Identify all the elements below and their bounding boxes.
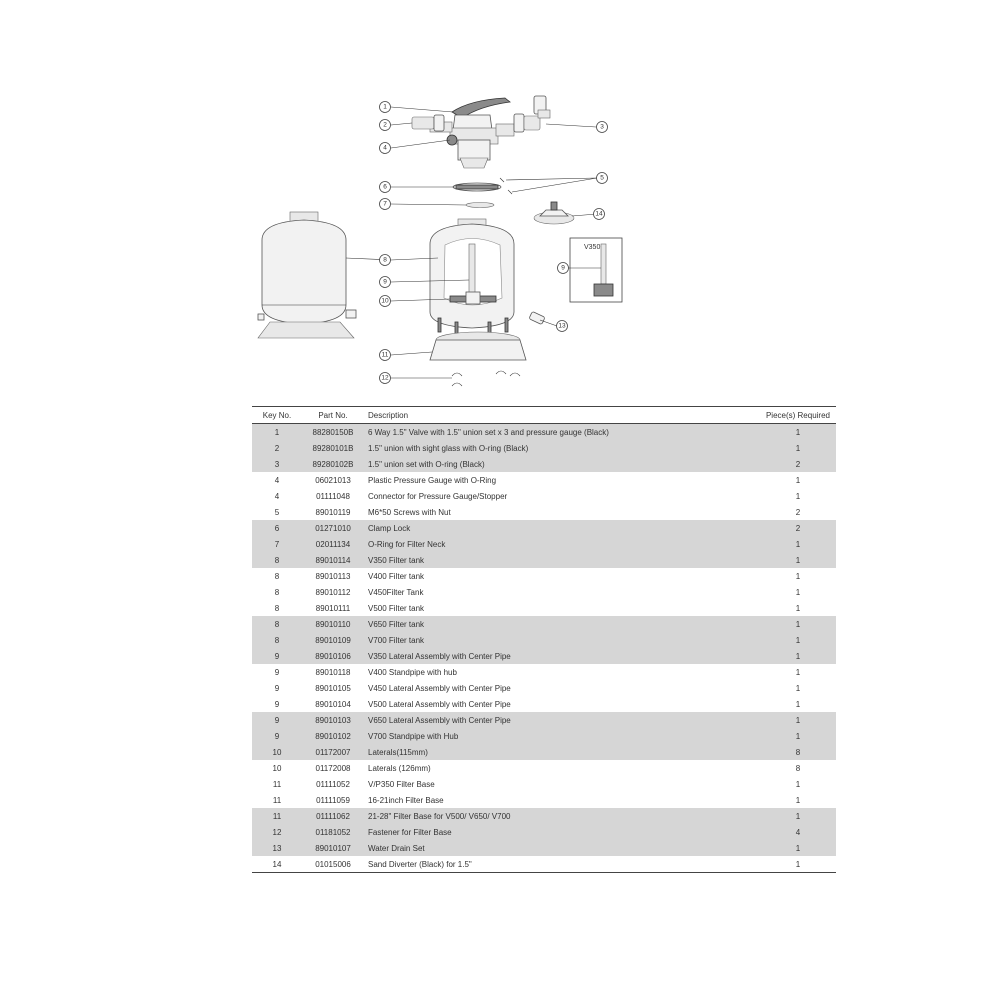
cell-pieces-required: 1: [740, 712, 836, 728]
cell-part-no: 89010113: [315, 571, 351, 581]
cell-description: O-Ring for Filter Neck: [364, 536, 740, 552]
header-pieces-required: Piece(s) Required: [740, 407, 836, 424]
table-row: [252, 568, 836, 584]
table-row: [252, 680, 836, 696]
cell-part-no: 89010109: [302, 632, 364, 648]
multiport-valve-drawing: [412, 96, 550, 168]
cell-pieces-required: 1: [795, 491, 801, 501]
cell-pieces-required: 1: [795, 779, 801, 789]
table-row: [252, 504, 836, 520]
screw-drawing: [500, 178, 504, 182]
cell-description: V400 Standpipe with hub: [368, 667, 457, 677]
cell-key-no: 11: [272, 795, 282, 805]
header-part-no: Part No.: [302, 407, 364, 424]
svg-text:14: 14: [595, 210, 603, 218]
cell-part-no: 89010107: [302, 840, 364, 856]
header-description: Description: [364, 407, 740, 424]
v350-inset: [570, 238, 622, 302]
cell-description: Connector for Pressure Gauge/Stopper: [368, 491, 508, 501]
cell-key-no: 8: [274, 587, 280, 597]
cell-part-no: 01111062: [302, 808, 364, 824]
cell-key-no: 8: [252, 616, 302, 632]
cell-part-no: 88280150B: [302, 424, 364, 441]
cell-description: 6 Way 1.5" Valve with 1.5" union set x 3 and pressure gauge (Black): [364, 424, 740, 441]
cell-key-no: 11: [252, 808, 302, 824]
table-row: [252, 424, 836, 441]
svg-text:5: 5: [600, 174, 604, 182]
table-row: [252, 744, 836, 760]
cell-key-no: 14: [252, 856, 302, 873]
cell-key-no: 8: [252, 552, 302, 568]
cell-part-no: 06021013: [315, 475, 351, 485]
callout-1: [380, 102, 391, 113]
callout-14: [594, 209, 605, 220]
cell-key-no: 4: [274, 475, 280, 485]
callout-8: [380, 255, 391, 266]
svg-text:3: 3: [600, 123, 604, 131]
table-header-row: [252, 407, 836, 424]
svg-text:9: 9: [383, 278, 387, 286]
table-row: [252, 696, 836, 712]
cell-description: Laterals (126mm): [368, 763, 431, 773]
callout-3: [597, 122, 608, 133]
cell-description: Laterals(115mm): [364, 744, 740, 760]
cell-pieces-required: 1: [795, 571, 801, 581]
cell-description: 1.5" union with sight glass with O-ring (Black): [364, 440, 740, 456]
svg-text:2: 2: [383, 121, 387, 129]
cell-key-no: 9: [274, 699, 280, 709]
cell-pieces-required: 2: [740, 456, 836, 472]
cell-pieces-required: 1: [740, 840, 836, 856]
clamp-lock-drawing: [453, 183, 501, 191]
cell-key-no: 12: [252, 824, 302, 840]
svg-text:9: 9: [561, 264, 565, 272]
cell-part-no: 01172007: [302, 744, 364, 760]
cell-description: V650 Lateral Assembly with Center Pipe: [364, 712, 740, 728]
cell-description: V400 Filter tank: [368, 571, 425, 581]
table-row: [252, 616, 836, 632]
cell-description: Fastener for Filter Base: [364, 824, 740, 840]
callout-2: [380, 120, 391, 131]
cell-part-no: 89010111: [315, 603, 351, 613]
base-fastener-drawing: [452, 371, 520, 386]
callout-7: [380, 199, 391, 210]
svg-text:10: 10: [381, 297, 389, 305]
inset-label: V350: [584, 244, 601, 251]
cell-description: Sand Diverter (Black) for 1.5": [364, 856, 740, 873]
callout-9: [380, 277, 391, 288]
cell-description: V450Filter Tank: [368, 587, 424, 597]
cell-pieces-required: 1: [740, 440, 836, 456]
cell-key-no: 2: [252, 440, 302, 456]
cell-pieces-required: 1: [740, 552, 836, 568]
cell-pieces-required: 1: [795, 667, 801, 677]
cell-pieces-required: 1: [740, 728, 836, 744]
table-row: [252, 856, 836, 873]
cell-description: V650 Filter tank: [364, 616, 740, 632]
cell-key-no: 9: [252, 712, 302, 728]
cell-part-no: 01015006: [302, 856, 364, 873]
callout-11: [380, 350, 391, 361]
svg-text:12: 12: [381, 374, 389, 382]
cell-description: M6*50 Screws with Nut: [368, 507, 451, 517]
table-row: [252, 472, 836, 488]
filter-tank-drawing-cutaway: [430, 219, 514, 334]
cell-pieces-required: 1: [740, 616, 836, 632]
cell-pieces-required: 2: [740, 520, 836, 536]
cell-key-no: 10: [252, 744, 302, 760]
cell-key-no: 11: [272, 779, 282, 789]
cell-key-no: 9: [252, 648, 302, 664]
table-row: [252, 760, 836, 776]
cell-pieces-required: 1: [795, 795, 801, 805]
cell-part-no: 89010106: [302, 648, 364, 664]
cell-key-no: 8: [274, 603, 280, 613]
cell-part-no: 01181052: [302, 824, 364, 840]
svg-text:13: 13: [558, 322, 566, 330]
cell-pieces-required: 1: [795, 603, 801, 613]
table-row: [252, 456, 836, 472]
cell-description: 16-21inch Filter Base: [368, 795, 444, 805]
cell-part-no: 02011134: [302, 536, 364, 552]
table-row: [252, 728, 836, 744]
cell-description: V/P350 Filter Base: [368, 779, 435, 789]
cell-part-no: 01271010: [302, 520, 364, 536]
cell-key-no: 10: [272, 763, 282, 773]
cell-part-no: 89010103: [302, 712, 364, 728]
cell-pieces-required: 1: [740, 424, 836, 441]
table-row: [252, 600, 836, 616]
callout-9-inset: [558, 263, 569, 274]
svg-text:8: 8: [383, 256, 387, 264]
water-drain-drawing: [529, 311, 545, 324]
cell-key-no: 4: [274, 491, 280, 501]
cell-description: V450 Lateral Assembly with Center Pipe: [368, 683, 511, 693]
cell-description: Clamp Lock: [364, 520, 740, 536]
cell-part-no: 89280102B: [302, 456, 364, 472]
table-row: [252, 584, 836, 600]
table-row: [252, 632, 836, 648]
cell-part-no: 89010104: [315, 699, 351, 709]
callout-5: [597, 173, 608, 184]
cell-key-no: 5: [274, 507, 280, 517]
cell-pieces-required: 8: [795, 763, 801, 773]
cell-pieces-required: 1: [795, 683, 801, 693]
table-row: [252, 808, 836, 824]
cell-part-no: 01111052: [316, 779, 350, 789]
cell-key-no: 3: [252, 456, 302, 472]
svg-text:4: 4: [383, 144, 387, 152]
cell-pieces-required: 8: [740, 744, 836, 760]
cell-pieces-required: 1: [795, 587, 801, 597]
cell-part-no: 89010105: [315, 683, 351, 693]
table-row: [252, 488, 836, 504]
cell-part-no: 89010119: [315, 507, 351, 517]
cell-key-no: 9: [252, 728, 302, 744]
table-row: [252, 840, 836, 856]
cell-part-no: 01111048: [316, 491, 350, 501]
callout-6: [380, 182, 391, 193]
cell-pieces-required: 1: [740, 648, 836, 664]
table-row: [252, 776, 836, 792]
callout-4: [380, 143, 391, 154]
table-row: [252, 824, 836, 840]
cell-key-no: 9: [274, 683, 280, 693]
cell-key-no: 6: [252, 520, 302, 536]
cell-part-no: 01111059: [316, 795, 350, 805]
cell-key-no: 9: [274, 667, 280, 677]
cell-key-no: 7: [252, 536, 302, 552]
table-row: [252, 536, 836, 552]
svg-text:6: 6: [383, 183, 387, 191]
cell-part-no: 89280101B: [302, 440, 364, 456]
cell-part-no: 89010118: [315, 667, 351, 677]
cell-description: Water Drain Set: [364, 840, 740, 856]
cell-description: V700 Standpipe with Hub: [364, 728, 740, 744]
cell-key-no: 8: [274, 571, 280, 581]
exploded-parts-diagram: [250, 90, 830, 400]
parts-list-table: [252, 406, 836, 873]
table-row: [252, 792, 836, 808]
callout-12: [380, 373, 391, 384]
cell-pieces-required: 1: [740, 632, 836, 648]
table-row: [252, 440, 836, 456]
cell-description: 21-28" Filter Base for V500/ V650/ V700: [364, 808, 740, 824]
cell-description: V350 Lateral Assembly with Center Pipe: [364, 648, 740, 664]
cell-key-no: 1: [252, 424, 302, 441]
cell-part-no: 89010110: [302, 616, 364, 632]
callout-13: [557, 321, 568, 332]
cell-key-no: 13: [252, 840, 302, 856]
cell-part-no: 89010102: [302, 728, 364, 744]
cell-part-no: 89010114: [302, 552, 364, 568]
cell-pieces-required: 1: [740, 536, 836, 552]
filter-tank-drawing-exterior: [258, 212, 356, 338]
callout-10: [380, 296, 391, 307]
table-row: [252, 712, 836, 728]
cell-description: Plastic Pressure Gauge with O-Ring: [368, 475, 497, 485]
cell-key-no: 8: [252, 632, 302, 648]
table-row: [252, 552, 836, 568]
cell-description: V500 Lateral Assembly with Center Pipe: [368, 699, 511, 709]
svg-text:1: 1: [383, 103, 387, 111]
svg-text:11: 11: [381, 351, 389, 359]
svg-text:7: 7: [383, 200, 387, 208]
filter-base-drawing: [430, 332, 526, 360]
cell-part-no: 01172008: [315, 763, 351, 773]
cell-description: V350 Filter tank: [364, 552, 740, 568]
cell-pieces-required: 1: [740, 856, 836, 873]
cell-pieces-required: 4: [740, 824, 836, 840]
cell-description: V500 Filter tank: [368, 603, 425, 613]
sand-diverter-drawing: [534, 202, 574, 224]
cell-pieces-required: 1: [740, 808, 836, 824]
cell-description: V700 Filter tank: [364, 632, 740, 648]
cell-pieces-required: 1: [795, 475, 801, 485]
cell-part-no: 89010112: [315, 587, 351, 597]
o-ring-drawing: [466, 203, 494, 208]
table-row: [252, 648, 836, 664]
parts-list-body: [252, 424, 836, 873]
cell-pieces-required: 1: [795, 699, 801, 709]
cell-pieces-required: 2: [795, 507, 801, 517]
table-row: [252, 520, 836, 536]
cell-description: 1.5" union set with O-ring (Black): [364, 456, 740, 472]
header-key-no: Key No.: [252, 407, 302, 424]
table-row: [252, 664, 836, 680]
